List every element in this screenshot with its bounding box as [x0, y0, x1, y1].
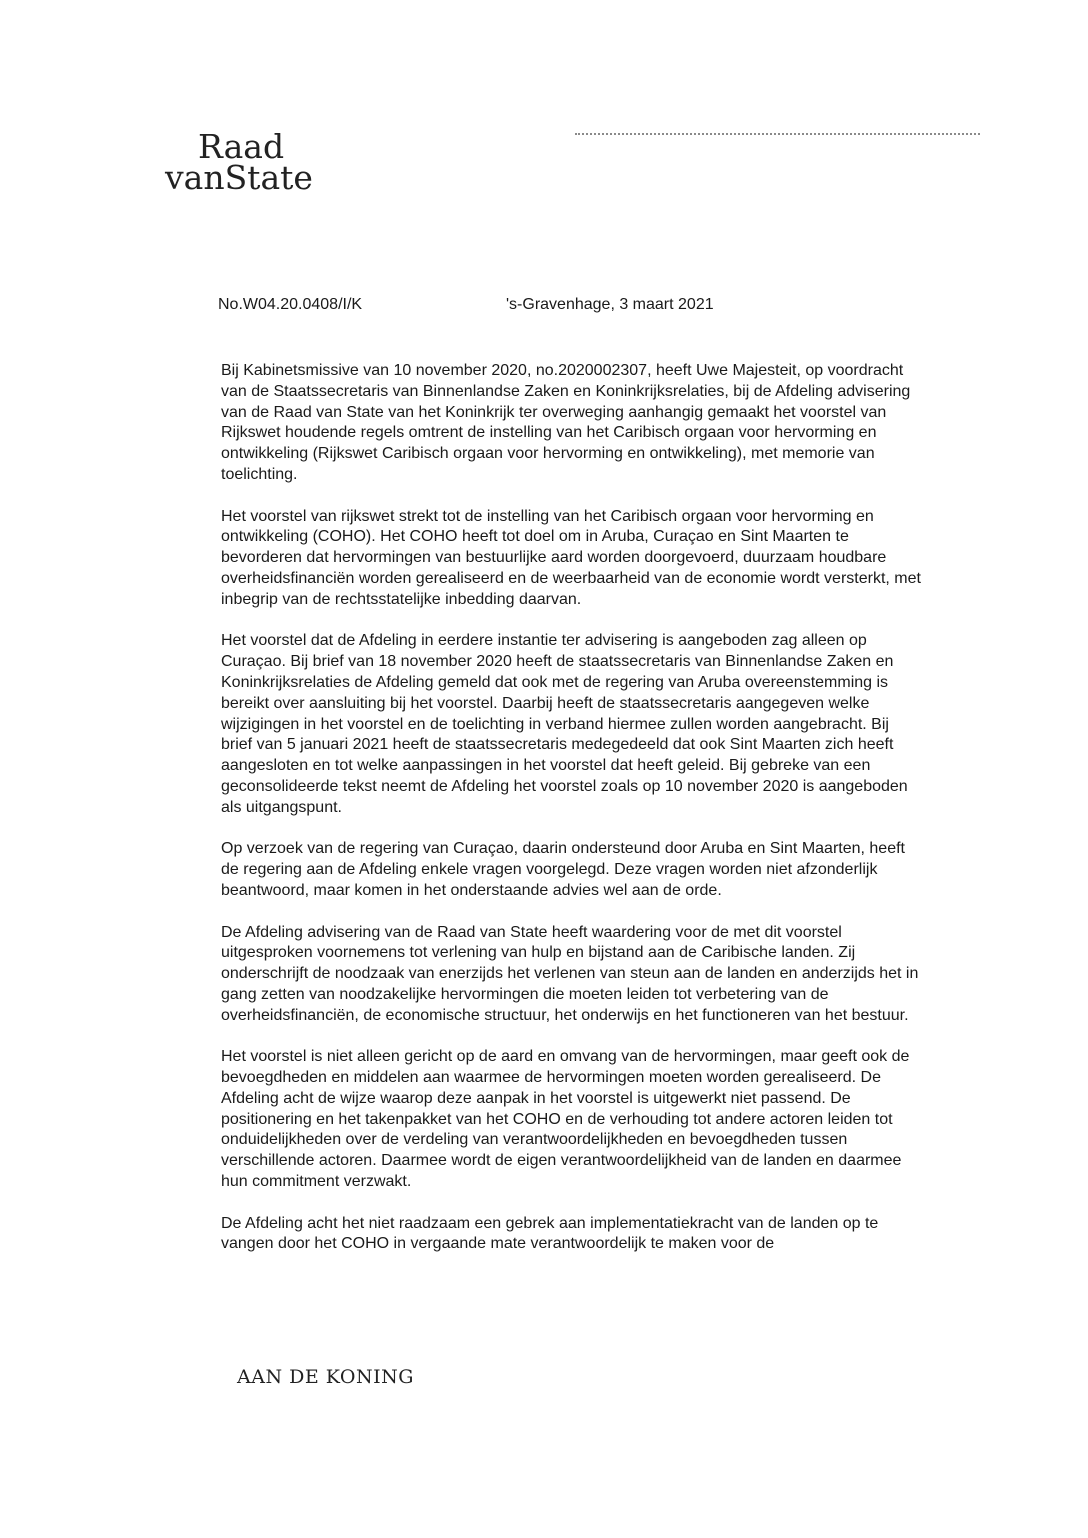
paragraph: Het voorstel is niet alleen gericht op de aard en omvang van de hervormingen, maar geeft ook de bevoegdheden en middelen aan waarmee de hervormingen moeten worden gerealiseerd. De Afdeling acht de wijze waarop deze aanpak in het voorstel is uitgewerkt niet passend. De positionering en het takenpakket van het COHO en de verhouding tot andere actoren leiden tot onduidelijkheden over de verdeling van verantwoordelijkheden en bevoegdheden tussen verschillende actoren. Daarmee wordt de eigen verantwoordelijkheid van de landen en daarmee hun commitment verzwakt. [221, 1048, 910, 1191]
addressee: AAN DE KONING [237, 1366, 414, 1388]
paragraph: De Afdeling advisering van de Raad van State heeft waardering voor de met dit voorstel uitgesproken voornemens tot verlening van hulp en bijstand aan de Caribische landen. Zij onderschrijft de noodzaak van enerzijds het verlenen van steun aan de landen en anderzijds het in gang zetten van noodzakelijke hervormingen die moeten leiden tot verbetering van de overheidsfinanciën, de economische structuur, het onderwijs en het functioneren van het bestuur. [221, 923, 919, 1024]
logo-line-raad: Raad [198, 127, 285, 166]
paragraph: Het voorstel dat de Afdeling in eerdere instantie ter advisering is aangeboden zag alleen op Curaçao. Bij brief van 18 november 2020 heeft de staatssecretaris van Binnenlandse Zaken en Koninkrijksrelaties de Afdeling gemeld dat ook met de regering van Aruba overeenstemming is bereikt over aansluiting bij het voorstel. Daarbij heeft de staatssecretaris aangegeven welke wijzigingen in het voorstel en de toelichting in verband hiermee zullen worden aangebracht. Bij brief van 5 januari 2021 heeft de staatssecretaris medegedeeld dat ook Sint Maarten zich heeft aangesloten en tot welke aanpassingen in het voorstel dat heeft geleid. Bij gebreke van een geconsolideerde tekst neemt de Afdeling het voorstel zoals op 10 november 2020 is aangeboden als uitgangspunt. [221, 632, 908, 816]
place-and-date: 's-Gravenhage, 3 maart 2021 [506, 296, 714, 313]
raad-van-state-logo [165, 127, 313, 197]
logo-line-vanstate: vanState [165, 158, 313, 197]
letter-body [221, 361, 923, 1276]
reference-number: No.W04.20.0408/I/K [218, 296, 363, 313]
paragraph: De Afdeling acht het niet raadzaam een gebrek aan implementatiekracht van de landen op te vangen door het COHO in vergaande mate verantwoordelijk te maken voor de [221, 1214, 879, 1253]
paragraph: Op verzoek van de regering van Curaçao, daarin ondersteund door Aruba en Sint Maarten, heeft de regering aan de Afdeling enkele vragen voorgelegd. Deze vragen worden niet afzonderlijk beantwoord, maar komen in het onderstaande advies wel aan de orde. [221, 840, 905, 899]
header-dotted-rule [575, 133, 980, 135]
paragraph: Het voorstel van rijkswet strekt tot de instelling van het Caribisch orgaan voor hervorming en ontwikkeling (COHO). Het COHO heeft tot doel om in Aruba, Curaçao en Sint Maarten te bevorderen dat hervormingen van bestuurlijke aard worden doorgevoerd, duurzaam houdbare overheidsfinanciën worden gerealiseerd en de weerbaarheid van de economie wordt versterkt, met inbegrip van de rechtsstatelijke inbedding daarvan. [221, 507, 921, 608]
paragraph: Bij Kabinetsmissive van 10 november 2020, no.2020002307, heeft Uwe Majesteit, op voordracht van de Staatssecretaris van Binnenlandse Zaken en Koninkrijksrelaties, bij de Afdeling advisering van de Raad van State van het Koninkrijk ter overweging aanhangig gemaakt het voorstel van Rijkswet houdende regels omtrent de instelling van het Caribisch orgaan voor hervorming en ontwikkeling (Rijkswet Caribisch orgaan voor hervorming en ontwikkeling), met memorie van toelichting. [221, 362, 911, 483]
